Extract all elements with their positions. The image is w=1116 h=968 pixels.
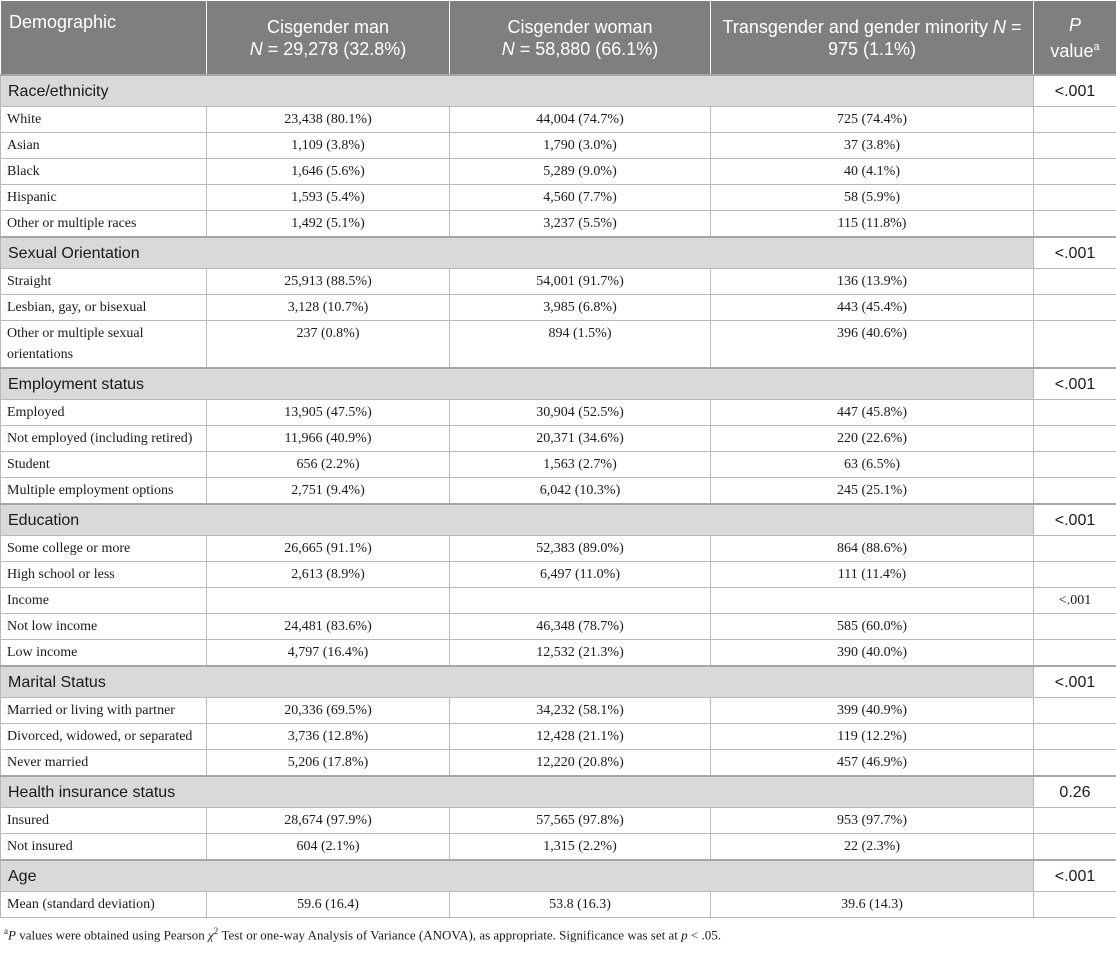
tgm-n: = 975 (1.1%) — [827, 16, 1022, 59]
row-label: Insured — [1, 808, 207, 834]
table-row — [1, 892, 1116, 918]
cis-woman-label: Cisgender woman — [507, 16, 653, 37]
table-row — [1, 211, 1116, 238]
p-value-cell — [1034, 452, 1116, 478]
row-label: Straight — [1, 269, 207, 295]
tgm-cell: 390 (40.0%) — [711, 640, 1034, 667]
footnote-p-symbol: P — [8, 927, 16, 943]
section-label: Education — [1, 504, 1034, 536]
tgm-cell: 864 (88.6%) — [711, 536, 1034, 562]
cis-woman-n: = 58,880 (66.1%) — [514, 38, 659, 59]
table-row — [1, 614, 1116, 640]
table-row — [1, 640, 1116, 667]
table-row — [1, 185, 1116, 211]
col-header-cisgender-woman — [450, 1, 711, 76]
section-p-value: <.001 — [1034, 504, 1116, 536]
cis-woman-n-symbol: N — [501, 38, 515, 59]
footnote-marker: a — [4, 926, 8, 936]
p-value-cell — [1034, 321, 1116, 369]
p-value-label: value — [1050, 40, 1094, 61]
cis-woman-cell: 12,428 (21.1%) — [450, 724, 711, 750]
cis-woman-cell: 12,220 (20.8%) — [450, 750, 711, 777]
footnote-text-2: Test or one-way Analysis of Variance (ANOVA), as appropriate. Significance was set at — [218, 927, 682, 943]
row-label: Asian — [1, 133, 207, 159]
p-value-cell — [1034, 269, 1116, 295]
tgm-cell: 115 (11.8%) — [711, 211, 1034, 238]
cis-man-cell: 3,128 (10.7%) — [207, 295, 450, 321]
tgm-cell: 40 (4.1%) — [711, 159, 1034, 185]
section-header-row — [1, 237, 1116, 269]
table-footnote — [0, 918, 1116, 943]
p-value-cell — [1034, 834, 1116, 861]
tgm-label: Transgender and gender minority — [722, 16, 993, 37]
cis-woman-cell: 52,383 (89.0%) — [450, 536, 711, 562]
cis-man-cell: 20,336 (69.5%) — [207, 698, 450, 724]
tgm-cell: 39.6 (14.3) — [711, 892, 1034, 918]
row-label: Not insured — [1, 834, 207, 861]
section-label: Race/ethnicity — [1, 75, 1034, 107]
p-value-cell — [1034, 698, 1116, 724]
tgm-cell: 136 (13.9%) — [711, 269, 1034, 295]
cis-woman-cell: 34,232 (58.1%) — [450, 698, 711, 724]
row-label: Student — [1, 452, 207, 478]
cis-man-cell: 11,966 (40.9%) — [207, 426, 450, 452]
tgm-cell: 111 (11.4%) — [711, 562, 1034, 588]
cis-man-cell: 28,674 (97.9%) — [207, 808, 450, 834]
p-value-cell — [1034, 724, 1116, 750]
cis-man-cell: 4,797 (16.4%) — [207, 640, 450, 667]
footnote-chi-sup: 2 — [213, 926, 219, 936]
cis-man-label: Cisgender man — [266, 16, 390, 37]
p-value-cell — [1034, 478, 1116, 505]
tgm-cell: 447 (45.8%) — [711, 400, 1034, 426]
section-p-value: <.001 — [1034, 75, 1116, 107]
table-row — [1, 426, 1116, 452]
p-value-cell — [1034, 107, 1116, 133]
tgm-cell: 58 (5.9%) — [711, 185, 1034, 211]
p-value-cell — [1034, 295, 1116, 321]
p-value-cell — [1034, 185, 1116, 211]
section-label: Employment status — [1, 368, 1034, 400]
cis-man-cell: 2,613 (8.9%) — [207, 562, 450, 588]
footnote-chi-symbol: χ — [208, 927, 214, 943]
tgm-cell: 399 (40.9%) — [711, 698, 1034, 724]
section-p-value: <.001 — [1034, 368, 1116, 400]
p-value-footnote-marker: a — [1093, 40, 1100, 53]
row-label: White — [1, 107, 207, 133]
cis-man-n-symbol: N — [249, 38, 263, 59]
table-row — [1, 133, 1116, 159]
row-label: Never married — [1, 750, 207, 777]
row-label: Other or multiple sexual orientations — [1, 321, 207, 369]
p-value-cell — [1034, 750, 1116, 777]
footnote-p-lower: p — [681, 927, 688, 943]
tgm-cell: 245 (25.1%) — [711, 478, 1034, 505]
section-label: Sexual Orientation — [1, 237, 1034, 269]
tgm-cell — [711, 588, 1034, 614]
cis-woman-cell: 54,001 (91.7%) — [450, 269, 711, 295]
table-row — [1, 808, 1116, 834]
cis-woman-cell: 5,289 (9.0%) — [450, 159, 711, 185]
p-symbol: P — [1068, 14, 1081, 35]
cis-man-cell: 25,913 (88.5%) — [207, 269, 450, 295]
tgm-cell: 22 (2.3%) — [711, 834, 1034, 861]
table-row — [1, 452, 1116, 478]
row-label: Divorced, widowed, or separated — [1, 724, 207, 750]
cis-woman-cell: 1,315 (2.2%) — [450, 834, 711, 861]
header-row — [1, 1, 1116, 76]
cis-woman-cell: 3,237 (5.5%) — [450, 211, 711, 238]
cis-man-cell: 1,492 (5.1%) — [207, 211, 450, 238]
footnote-text-3: < .05. — [687, 927, 721, 943]
table-body — [1, 75, 1116, 918]
tgm-cell: 457 (46.9%) — [711, 750, 1034, 777]
section-header-row — [1, 75, 1116, 107]
table-row — [1, 536, 1116, 562]
table-row — [1, 724, 1116, 750]
tgm-cell: 220 (22.6%) — [711, 426, 1034, 452]
cis-woman-cell: 4,560 (7.7%) — [450, 185, 711, 211]
cis-man-cell: 604 (2.1%) — [207, 834, 450, 861]
col-header-cisgender-man — [207, 1, 450, 76]
col-header-transgender-gender-minority — [711, 1, 1034, 76]
row-label: Married or living with partner — [1, 698, 207, 724]
cis-man-cell: 3,736 (12.8%) — [207, 724, 450, 750]
tgm-n-symbol: N — [992, 16, 1006, 37]
table-row — [1, 562, 1116, 588]
cis-man-cell: 59.6 (16.4) — [207, 892, 450, 918]
table-row — [1, 400, 1116, 426]
p-value-cell — [1034, 536, 1116, 562]
table-row — [1, 269, 1116, 295]
cis-woman-cell: 30,904 (52.5%) — [450, 400, 711, 426]
cis-woman-cell: 6,497 (11.0%) — [450, 562, 711, 588]
section-header-row — [1, 776, 1116, 808]
tgm-cell: 119 (12.2%) — [711, 724, 1034, 750]
row-label: Lesbian, gay, or bisexual — [1, 295, 207, 321]
p-value-cell: <.001 — [1034, 588, 1116, 614]
cis-woman-cell: 20,371 (34.6%) — [450, 426, 711, 452]
cis-man-cell: 237 (0.8%) — [207, 321, 450, 369]
p-value-cell — [1034, 211, 1116, 238]
p-value-cell — [1034, 614, 1116, 640]
row-label: Low income — [1, 640, 207, 667]
table-row — [1, 750, 1116, 777]
row-label: Hispanic — [1, 185, 207, 211]
p-value-cell — [1034, 426, 1116, 452]
table-row — [1, 588, 1116, 614]
tgm-cell: 725 (74.4%) — [711, 107, 1034, 133]
col-header-demographic — [1, 1, 207, 76]
cis-woman-cell: 44,004 (74.7%) — [450, 107, 711, 133]
section-header-row — [1, 860, 1116, 892]
section-label: Marital Status — [1, 666, 1034, 698]
tgm-cell: 443 (45.4%) — [711, 295, 1034, 321]
p-value-cell — [1034, 400, 1116, 426]
col-header-p-value — [1034, 1, 1116, 76]
section-header-row — [1, 504, 1116, 536]
section-label: Health insurance status — [1, 776, 1034, 808]
table-row — [1, 107, 1116, 133]
table-row — [1, 159, 1116, 185]
col-header-demographic-label: Demographic — [9, 12, 117, 32]
p-value-cell — [1034, 562, 1116, 588]
section-p-value: <.001 — [1034, 666, 1116, 698]
row-label: Other or multiple races — [1, 211, 207, 238]
tgm-cell: 396 (40.6%) — [711, 321, 1034, 369]
row-label: Employed — [1, 400, 207, 426]
cis-woman-cell: 46,348 (78.7%) — [450, 614, 711, 640]
cis-woman-cell: 1,790 (3.0%) — [450, 133, 711, 159]
p-value-cell — [1034, 133, 1116, 159]
row-label: Multiple employment options — [1, 478, 207, 505]
cis-woman-cell: 3,985 (6.8%) — [450, 295, 711, 321]
table-row — [1, 478, 1116, 505]
row-label: Not employed (including retired) — [1, 426, 207, 452]
table-row — [1, 698, 1116, 724]
cis-man-cell: 2,751 (9.4%) — [207, 478, 450, 505]
p-value-cell — [1034, 808, 1116, 834]
tgm-cell: 585 (60.0%) — [711, 614, 1034, 640]
cis-man-cell: 23,438 (80.1%) — [207, 107, 450, 133]
tgm-cell: 63 (6.5%) — [711, 452, 1034, 478]
cis-man-cell: 13,905 (47.5%) — [207, 400, 450, 426]
p-value-cell — [1034, 892, 1116, 918]
table-row — [1, 321, 1116, 369]
cis-woman-cell: 57,565 (97.8%) — [450, 808, 711, 834]
section-header-row — [1, 368, 1116, 400]
table-row — [1, 834, 1116, 861]
cis-man-cell: 5,206 (17.8%) — [207, 750, 450, 777]
row-label: Black — [1, 159, 207, 185]
cis-man-cell: 1,593 (5.4%) — [207, 185, 450, 211]
row-label: Not low income — [1, 614, 207, 640]
cis-woman-cell: 53.8 (16.3) — [450, 892, 711, 918]
section-label: Age — [1, 860, 1034, 892]
section-p-value: <.001 — [1034, 237, 1116, 269]
cis-woman-cell: 894 (1.5%) — [450, 321, 711, 369]
cis-man-cell: 1,646 (5.6%) — [207, 159, 450, 185]
tgm-cell: 953 (97.7%) — [711, 808, 1034, 834]
row-label: High school or less — [1, 562, 207, 588]
cis-woman-cell — [450, 588, 711, 614]
p-value-cell — [1034, 640, 1116, 667]
p-value-cell — [1034, 159, 1116, 185]
cis-man-cell — [207, 588, 450, 614]
row-label: Some college or more — [1, 536, 207, 562]
cis-man-n: = 29,278 (32.8%) — [262, 38, 407, 59]
cis-woman-cell: 1,563 (2.7%) — [450, 452, 711, 478]
section-p-value: <.001 — [1034, 860, 1116, 892]
cis-man-cell: 24,481 (83.6%) — [207, 614, 450, 640]
row-label: Mean (standard deviation) — [1, 892, 207, 918]
cis-man-cell: 26,665 (91.1%) — [207, 536, 450, 562]
table-row — [1, 295, 1116, 321]
section-p-value: 0.26 — [1034, 776, 1116, 808]
footnote-text-1: values were obtained using Pearson — [15, 927, 209, 943]
cis-man-cell: 1,109 (3.8%) — [207, 133, 450, 159]
cis-woman-cell: 12,532 (21.3%) — [450, 640, 711, 667]
section-header-row — [1, 666, 1116, 698]
row-label: Income — [1, 588, 207, 614]
cis-woman-cell: 6,042 (10.3%) — [450, 478, 711, 505]
cis-man-cell: 656 (2.2%) — [207, 452, 450, 478]
tgm-cell: 37 (3.8%) — [711, 133, 1034, 159]
